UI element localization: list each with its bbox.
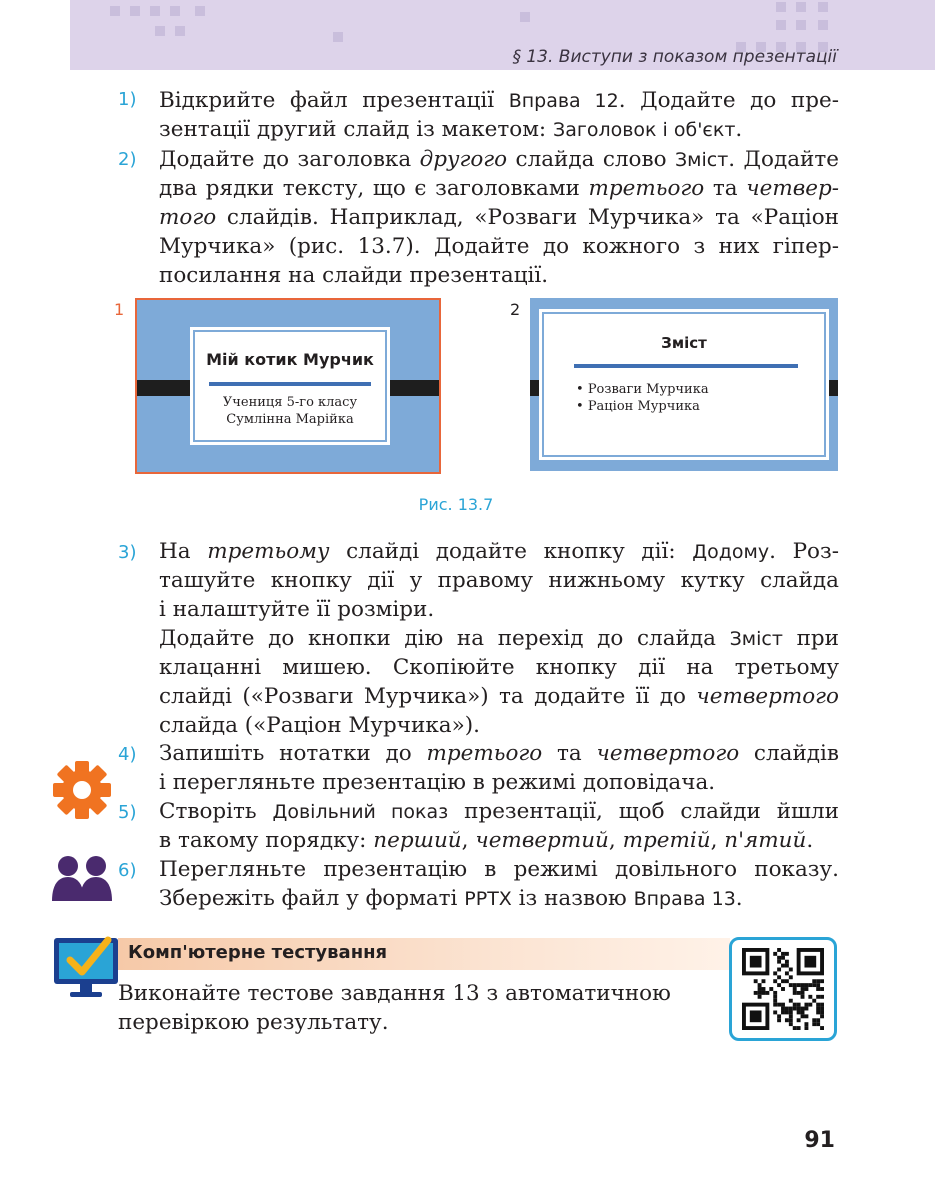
text-run: слайда («Раціон Мурчика»). [159, 713, 480, 738]
text-run: слайді («Розваги Мурчика») та додайте її до [159, 684, 697, 709]
ui-term-run: Зміст [729, 628, 783, 650]
text-run: ташуйте кнопку дії у правому нижньому кутку слайда [159, 568, 839, 593]
step-text-line [159, 682, 839, 711]
text-run: слайді додайте кнопку дії: [329, 539, 693, 564]
decorative-square [818, 20, 828, 30]
text-run: Збережіть файл у форматі [159, 886, 465, 911]
test-heading-bar [118, 938, 730, 970]
step-text-line [159, 115, 839, 145]
step-text-line [159, 537, 839, 567]
step-text-line [159, 624, 839, 654]
step-text-line [159, 711, 839, 740]
italic-run: третій [622, 828, 711, 853]
decorative-square [175, 26, 185, 36]
italic-run: третьому [207, 539, 330, 564]
qr-code-frame[interactable] [729, 937, 837, 1041]
decorative-square [796, 2, 806, 12]
slide1-left-bar [137, 380, 199, 396]
text-run: Відкрийте файл презентації [159, 88, 509, 113]
step-text-line [159, 86, 839, 116]
decorative-square [796, 20, 806, 30]
decorative-square [818, 2, 828, 12]
step-text-line [159, 855, 839, 884]
step-number: 4) [118, 744, 137, 765]
slide1-right-bar [383, 380, 439, 396]
text-run: . [735, 886, 743, 911]
text-run: . [735, 117, 743, 142]
step-text-line [159, 566, 839, 595]
slide1-title: Мій котик Мурчик [206, 350, 374, 369]
decorative-square [776, 2, 786, 12]
ui-term-run: Додому [692, 541, 770, 563]
decorative-square [195, 6, 205, 16]
italic-run: того [159, 205, 217, 230]
slide2-title: Зміст [661, 334, 707, 352]
slide2-bullet-2: • Раціон Мурчика [576, 399, 700, 414]
slide1-rule [209, 382, 371, 386]
step-text-line [159, 739, 839, 768]
decorative-square [520, 12, 530, 22]
text-run: зентації другий слайд із макетом: [159, 117, 554, 142]
step-text-line [159, 203, 839, 232]
text-run: Створіть [159, 799, 273, 824]
step-number: 2) [118, 149, 137, 170]
step-text-line [159, 261, 839, 290]
text-run: при [782, 626, 839, 651]
text-run: . Додайте [728, 147, 839, 172]
text-run: і перегляньте презентацію в режимі доповідача. [159, 770, 716, 795]
text-run: Додайте до заголовка [159, 147, 420, 172]
step-number: 6) [118, 860, 137, 881]
people-icon [50, 855, 114, 901]
figure-caption: Рис. 13.7 [418, 495, 494, 514]
text-run: і налаштуйте її розміри. [159, 597, 435, 622]
italic-run: четвертого [696, 684, 839, 709]
running-head: § 13. Виступи з показом презентації [512, 47, 837, 67]
decorative-square [155, 26, 165, 36]
text-run: . Роз- [769, 539, 839, 564]
text-run: слайдів. Наприклад, «Розваги Мурчика» та «Раціон [216, 205, 839, 230]
step-text-line [159, 653, 839, 682]
ui-term-run: Заголовок і об'єкт [553, 119, 736, 141]
step-text-line [159, 174, 839, 203]
step-text-line [159, 595, 839, 624]
step-text-line [159, 884, 839, 914]
text-run: презентації, щоб слайди йшли [448, 799, 840, 824]
italic-run: четвер- [746, 176, 839, 201]
step-text-line [159, 826, 839, 855]
ui-term-run: Довільний показ [272, 801, 449, 823]
italic-run: третього [588, 176, 705, 201]
slide1-subtitle-2: Сумлінна Марійка [226, 412, 354, 427]
text-run: На [159, 539, 208, 564]
step-text-line [159, 145, 839, 175]
monitor-check-icon [52, 934, 120, 1000]
slide2-bullet-2-text: Раціон Мурчика [587, 399, 700, 414]
decorative-square [333, 32, 343, 42]
text-run: посилання на слайди презентації. [159, 263, 549, 288]
slide2-bullet-1-text: Розваги Мурчика [587, 382, 709, 397]
italic-run: четвертого [596, 741, 740, 766]
text-run: слайдів [739, 741, 839, 766]
step-number: 3) [118, 542, 137, 563]
text-run: в такому порядку: [159, 828, 374, 853]
test-text-line-1: Виконайте тестове завдання 13 з автоматичною [118, 981, 671, 1006]
decorative-square [150, 6, 160, 16]
text-run: та [704, 176, 747, 201]
slide1-subtitle-1: Учениця 5-го класу [222, 395, 358, 410]
text-run: , [608, 828, 623, 853]
text-run: клацанні мишею. Скопіюйте кнопку дії на третьому [159, 655, 839, 680]
text-run: Запишіть нотатки до [159, 741, 427, 766]
slide2-number: 2 [510, 300, 521, 319]
step-number: 5) [118, 802, 137, 823]
slide2-card [542, 312, 826, 457]
decorative-square [170, 6, 180, 16]
ui-term-run: Вправа 12 [508, 90, 619, 112]
text-run: та [542, 741, 597, 766]
text-run: . Додайте до пре- [618, 88, 839, 113]
step-number: 1) [118, 89, 137, 110]
slide2-bullet-1: • Розваги Мурчика [576, 382, 709, 397]
text-run: Додайте до кнопки дію на перехід до слайда [159, 626, 730, 651]
page-number: 91 [804, 1128, 835, 1153]
test-text-line-2: перевіркою результату. [118, 1010, 389, 1035]
decorative-square [130, 6, 140, 16]
ui-term-run: Зміст [674, 149, 729, 171]
text-run: Перегляньте презентацію в режимі довільного показу. [159, 857, 839, 882]
step-text-line [159, 797, 839, 827]
text-run: два рядки тексту, що є заголовками [159, 176, 589, 201]
ui-term-run: Вправа 13 [633, 888, 736, 910]
text-run: . [806, 828, 814, 853]
italic-run: п'ятий [724, 828, 807, 853]
slide1-thumbnail [135, 298, 441, 474]
italic-run: третього [426, 741, 543, 766]
qr-code-icon[interactable] [740, 948, 826, 1030]
test-title: Комп'ютерне тестування [128, 942, 388, 963]
decorative-square [110, 6, 120, 16]
slide2-rule [574, 364, 798, 368]
step-text-line [159, 232, 839, 261]
gear-icon [52, 760, 112, 820]
text-run: , [710, 828, 725, 853]
italic-run: другого [419, 147, 508, 172]
slide1-card [193, 330, 387, 442]
text-run: Мурчика» (рис. 13.7). Додайте до кожного з них гіпер- [159, 234, 839, 259]
slide1-number: 1 [114, 300, 125, 319]
text-run: із назвою [511, 886, 634, 911]
italic-run: четвертий [475, 828, 609, 853]
decorative-square [776, 20, 786, 30]
italic-run: перший [373, 828, 462, 853]
ui-term-run: PPTX [464, 888, 512, 910]
text-run: , [461, 828, 476, 853]
slide2-thumbnail [530, 298, 838, 471]
step-text-line [159, 768, 839, 797]
text-run: слайда слово [507, 147, 675, 172]
